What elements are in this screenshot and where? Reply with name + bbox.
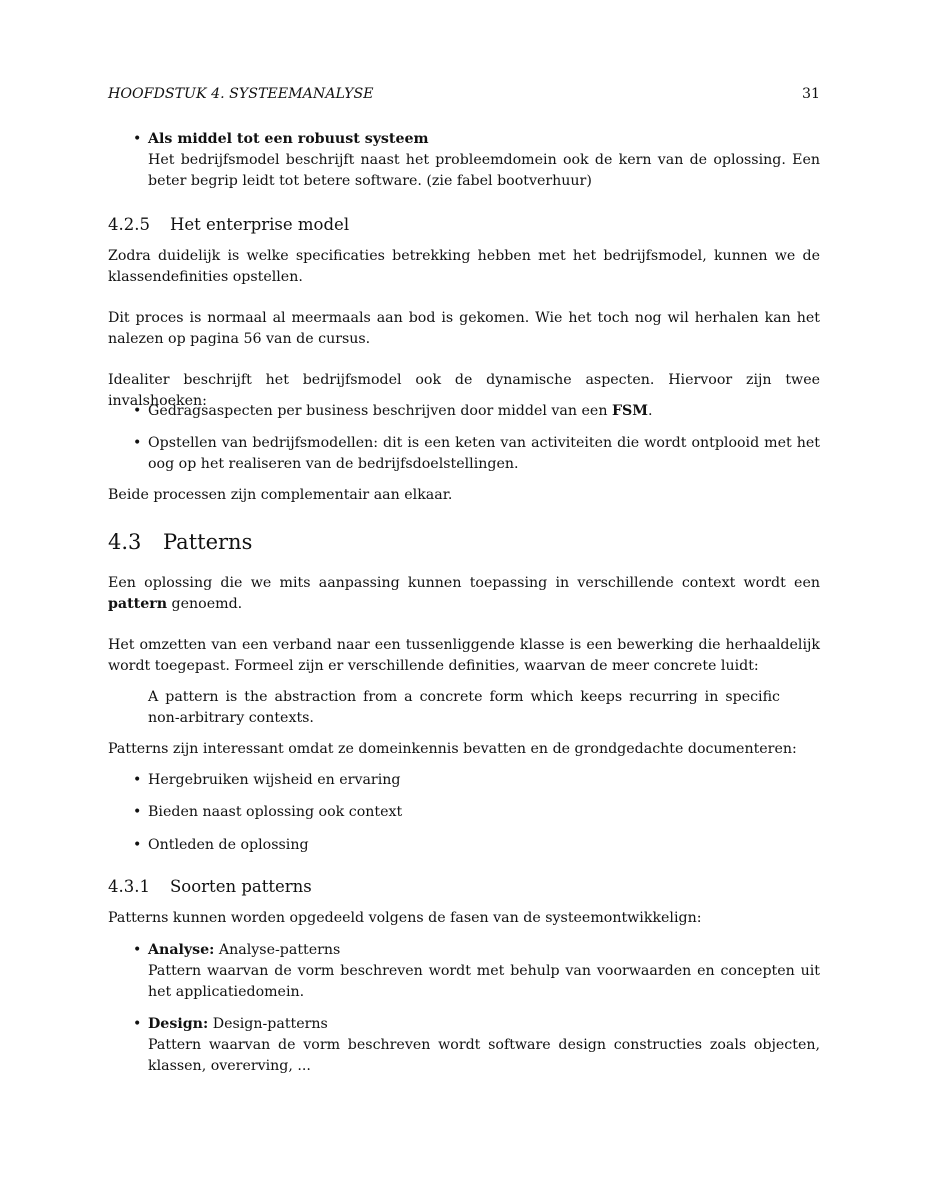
paragraph: Een oplossing die we mits aanpassing kunnen toepassing in verschillende context wordt een pattern genoemd. [108, 575, 820, 612]
paragraph: Patterns zijn interessant omdat ze domeinkennis bevatten en de grondgedachte documenteren: [108, 741, 797, 757]
section-title: Patterns [163, 530, 253, 554]
list-item: • Ontleden de oplossing [108, 835, 820, 856]
list-item: • Analyse: Analyse-patterns Pattern waarvan de vorm beschreven wordt met behulp van voorwaarden en concepten uit het applicatiedomein. [108, 940, 820, 1003]
intro-bullet-title: • Als middel tot een robuust systeem [148, 131, 429, 147]
page-number: 31 [801, 86, 820, 102]
list-item: • Design: Design-patterns Pattern waarvan de vorm beschreven wordt software design constructies zoals objecten, klassen, overerving, ... [108, 1014, 820, 1077]
section-4-3-1-heading [108, 876, 820, 897]
item-label: Design: [148, 1016, 209, 1032]
section-4-3-heading [108, 532, 820, 553]
section-4-2-5-heading [108, 214, 820, 235]
section-number: 4.3 [108, 530, 142, 554]
list-item: • Gedragsaspecten per business beschrijven door middel van een FSM. [108, 401, 820, 422]
intro-bullet [108, 129, 820, 192]
definition-quote: A pattern is the abstraction from a concrete form which keeps recurring in specific non-arbitrary contexts. [148, 689, 780, 726]
paragraph: Dit proces is normaal al meermaals aan bod is gekomen. Wie het toch nog wil herhalen kan het nalezen op pagina 56 van de cursus. [108, 310, 820, 347]
section-number: 4.2.5 [108, 215, 150, 234]
section-title: Soorten patterns [170, 877, 312, 896]
paragraph: Zodra duidelijk is welke specificaties betrekking hebben met het bedrijfsmodel, kunnen we de klassendefinities opstellen. [108, 248, 820, 285]
list-item: • Opstellen van bedrijfsmodellen: dit is een keten van activiteiten die wordt ontplooid met het oog op het realiseren van de bedrijfsdoelstellingen. [108, 433, 820, 475]
list-item: • Bieden naast oplossing ook context [108, 802, 820, 823]
paragraph: Beide processen zijn complementair aan elkaar. [108, 487, 453, 503]
fsm-term: FSM [611, 403, 648, 419]
running-header [108, 84, 820, 104]
paragraph: Patterns kunnen worden opgedeeld volgens de fasen van de systeemontwikkelign: [108, 910, 702, 926]
paragraph: Het omzetten van een verband naar een tussenliggende klasse is een bewerking die herhaaldelijk wordt toegepast. Formeel zijn er verschillende definities, waarvan de meer concrete luidt: [108, 637, 820, 674]
pattern-term: pattern [108, 596, 168, 612]
intro-bullet-text: Het bedrijfsmodel beschrijft naast het probleemdomein ook de kern van de oplossing. Een beter begrip leidt tot betere software. (zie fabel bootverhuur) [148, 152, 820, 189]
chapter-heading: HOOFDSTUK 4. SYSTEEMANALYSE [108, 86, 374, 102]
item-label: Analyse: [148, 942, 215, 958]
section-number: 4.3.1 [108, 877, 150, 896]
paragraph: Idealiter beschrijft het bedrijfsmodel ook de dynamische aspecten. Hiervoor zijn twee invalshoeken: [108, 372, 820, 409]
list-item: • Hergebruiken wijsheid en ervaring [108, 770, 820, 791]
section-title: Het enterprise model [170, 215, 350, 234]
